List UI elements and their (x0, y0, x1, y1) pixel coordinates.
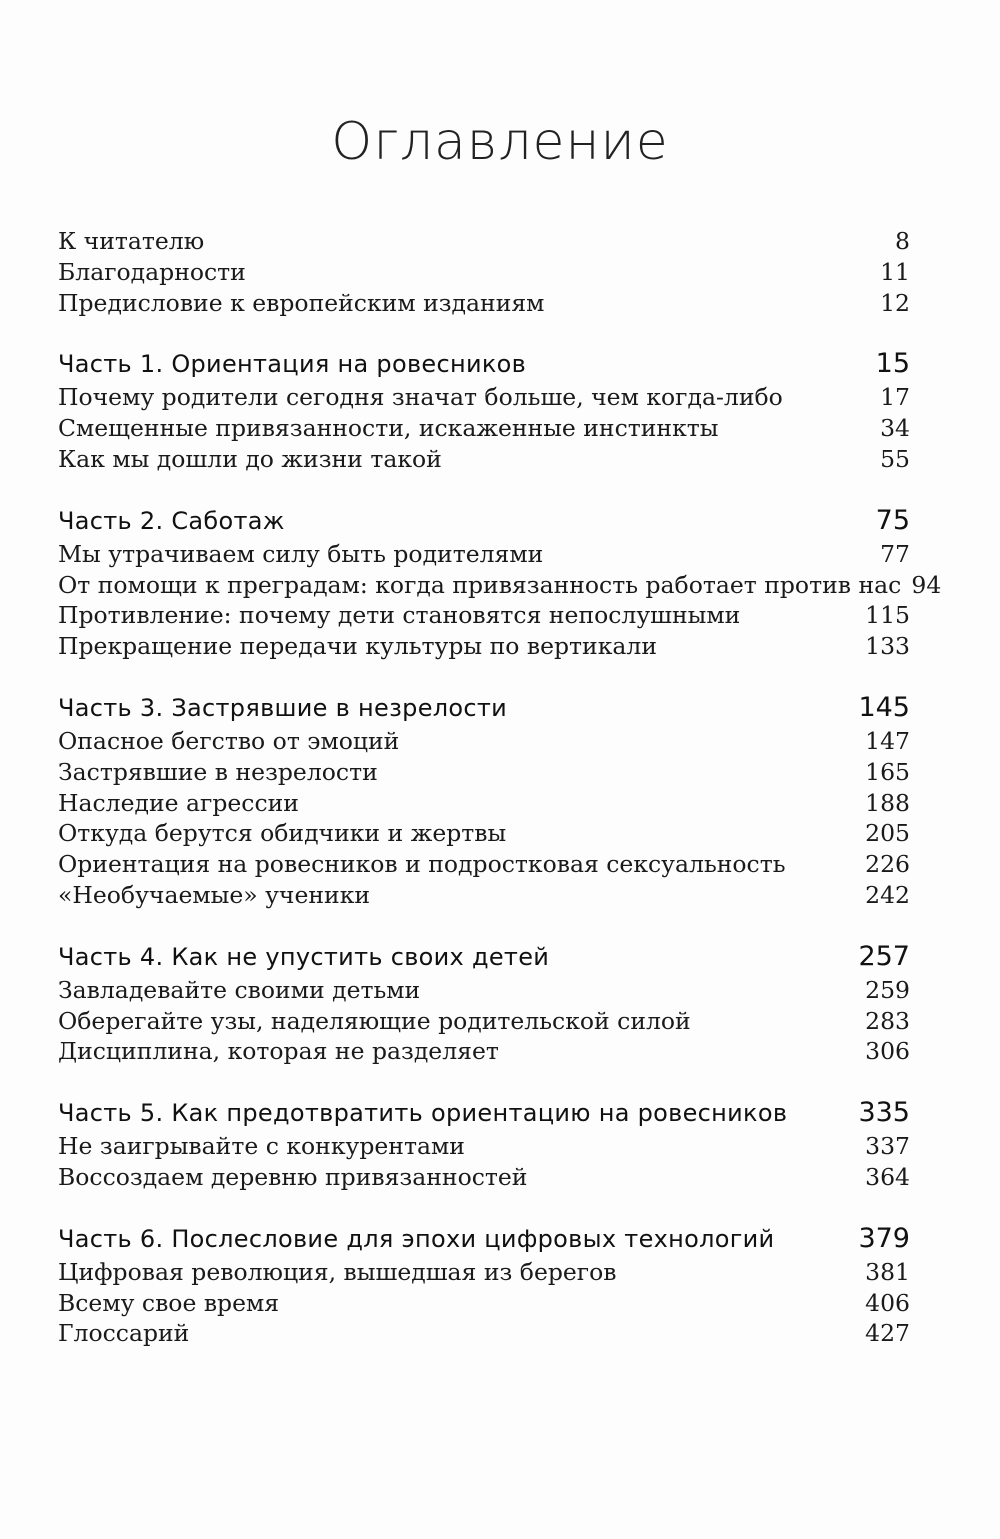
toc-entry (58, 288, 910, 319)
toc-entry-label: Как мы дошли до жизни такой (58, 444, 442, 473)
page-title: Оглавление (331, 112, 669, 172)
toc-entry-label: Благодарности (58, 257, 246, 286)
toc-part-page: 257 (858, 940, 910, 972)
toc-entry-label: Предисловие к европейским изданиям (58, 288, 545, 317)
toc-entry (58, 539, 910, 570)
toc-entry-page: 364 (865, 1162, 910, 1191)
toc-entry (58, 600, 910, 631)
toc-part-page: 335 (858, 1097, 910, 1129)
toc-part-title: Часть 1. Ориентация на ровесников (58, 350, 527, 379)
toc-entry (58, 818, 910, 849)
toc-entry-label: Дисциплина, которая не разделяет (58, 1037, 499, 1066)
toc-entry-label: Почему родители сегодня значат больше, чем когда-либо (58, 383, 783, 412)
toc-entry (58, 444, 910, 475)
toc-entry (58, 975, 910, 1006)
toc-part-title: Часть 4. Как не упустить своих детей (58, 942, 550, 971)
toc-entry-label: Ориентация на ровесников и подростковая сексуальность (58, 850, 786, 879)
toc-entry (58, 726, 910, 757)
toc-part-heading (58, 503, 910, 539)
toc-part-page: 15 (875, 348, 910, 380)
toc-entry-label: От помощи к преградам: когда привязанность работает против нас (58, 570, 902, 599)
toc-part-page: 145 (858, 691, 910, 723)
toc-entry-page: 11 (880, 257, 910, 286)
toc-intro-section (58, 226, 910, 318)
toc-entry-page: 259 (865, 975, 910, 1004)
toc-entry (58, 1162, 910, 1193)
toc-part-title: Часть 5. Как предотвратить ориентацию на ровесников (58, 1099, 788, 1128)
table-of-contents (58, 226, 942, 1349)
toc-entry-label: Воссоздаем деревню привязанностей (58, 1162, 528, 1191)
toc-entry-label: Противление: почему дети становятся непослушными (58, 601, 741, 630)
toc-entry-label: Наследие агрессии (58, 788, 299, 817)
toc-entry-page: 205 (865, 819, 910, 848)
toc-entry (58, 1288, 910, 1319)
toc-entry-page: 406 (865, 1288, 910, 1317)
toc-entry-label: Всему свое время (58, 1288, 280, 1317)
toc-entry-page: 226 (865, 850, 910, 879)
toc-part-section (58, 346, 910, 474)
toc-entry (58, 788, 910, 819)
toc-part-heading (58, 1095, 910, 1131)
toc-entry (58, 226, 910, 257)
toc-part-title: Часть 3. Застрявшие в незрелости (58, 693, 508, 722)
toc-entry-page: 55 (880, 444, 910, 473)
toc-entry-label: Оберегайте узы, наделяющие родительской силой (58, 1006, 691, 1035)
toc-entry (58, 1257, 910, 1288)
toc-entry-page: 94 (911, 570, 942, 599)
toc-entry-label: Откуда берутся обидчики и жертвы (58, 819, 507, 848)
toc-entry-page: 77 (880, 539, 910, 568)
toc-part-section (58, 690, 910, 911)
toc-entry (58, 1036, 910, 1067)
toc-entry-page: 381 (865, 1257, 910, 1286)
toc-part-title: Часть 6. Послесловие для эпохи цифровых технологий (58, 1224, 775, 1253)
toc-entry-page: 147 (865, 726, 910, 755)
toc-part-section (58, 1095, 910, 1193)
toc-entry-page: 165 (865, 757, 910, 786)
toc-part-heading (58, 346, 910, 382)
toc-entry-page: 34 (880, 414, 910, 443)
toc-entry-page: 17 (880, 383, 910, 412)
toc-entry-page: 283 (865, 1006, 910, 1035)
toc-entry-label: Цифровая революция, вышедшая из берегов (58, 1257, 617, 1286)
toc-entry-page: 188 (865, 788, 910, 817)
toc-entry-page: 242 (865, 880, 910, 909)
toc-entry-label: Мы утрачиваем силу быть родителями (58, 539, 544, 568)
toc-entry-label: Застрявшие в незрелости (58, 757, 378, 786)
toc-entry-label: К читателю (58, 227, 205, 255)
toc-entry-label: Не заигрывайте с конкурентами (58, 1132, 465, 1161)
toc-part-heading (58, 939, 910, 975)
toc-entry-page: 306 (865, 1037, 910, 1066)
toc-entry (58, 1006, 910, 1037)
toc-part-title: Часть 2. Саботаж (58, 506, 285, 535)
toc-entry-label: Прекращение передачи культуры по вертикали (58, 632, 658, 661)
toc-entry (58, 757, 910, 788)
toc-part-section (58, 1221, 910, 1349)
toc-entry-label: Глоссарий (58, 1319, 190, 1348)
toc-entry (58, 413, 910, 444)
toc-part-page: 75 (875, 504, 910, 536)
toc-entry-label: Завладевайте своими детьми (58, 975, 421, 1004)
toc-entry-page: 337 (865, 1132, 910, 1161)
toc-entry-page: 12 (880, 288, 910, 317)
toc-entry-label: Опасное бегство от эмоций (58, 726, 400, 755)
toc-entry (58, 880, 910, 911)
toc-entry (58, 570, 942, 601)
toc-part-heading (58, 690, 910, 726)
toc-entry (58, 1131, 910, 1162)
toc-entry (58, 257, 910, 288)
toc-entry-page: 115 (865, 601, 910, 630)
toc-part-page: 379 (858, 1222, 910, 1254)
toc-part-section (58, 503, 942, 662)
toc-entry-label: Смещенные привязанности, искаженные инстинкты (58, 414, 719, 443)
toc-entry-page: 133 (865, 632, 910, 661)
toc-part-section (58, 939, 910, 1067)
toc-entry-label: «Необучаемые» ученики (58, 880, 371, 909)
toc-entry (58, 382, 910, 413)
toc-entry (58, 849, 910, 880)
toc-entry (58, 1318, 910, 1349)
toc-entry-page: 427 (865, 1319, 910, 1348)
toc-entry (58, 631, 910, 662)
toc-entry-page: 8 (895, 227, 910, 255)
toc-part-heading (58, 1221, 910, 1257)
